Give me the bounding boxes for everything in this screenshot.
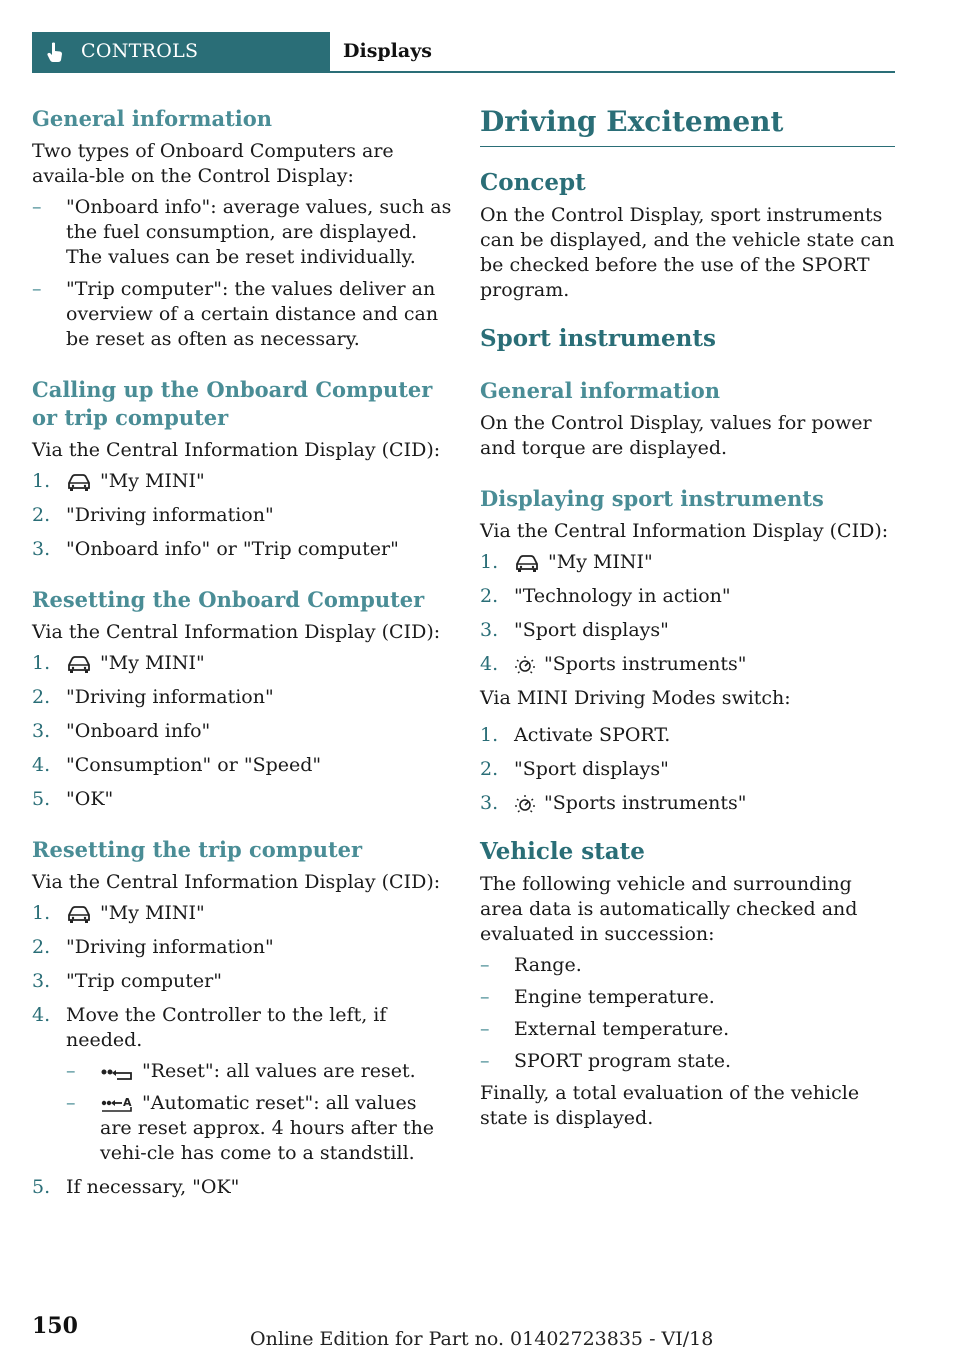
left-column xyxy=(32,105,452,1209)
section-label: CONTROLS xyxy=(81,40,199,62)
step-item: 1. Activate SPORT. xyxy=(480,724,671,746)
sport-dial-icon xyxy=(514,793,536,815)
calling-up-heading: Calling up the Onboard Computer or trip computer xyxy=(32,377,433,430)
step-item: 2. "Sport displays" xyxy=(480,758,669,780)
list-item: – "Trip computer": the values deliver an overview of a certain distance and can be reset as often as necessary. xyxy=(32,278,439,350)
hand-pointer-icon xyxy=(44,41,66,63)
chapter-title: Driving Excitement xyxy=(480,105,895,147)
sport-dial-icon xyxy=(514,654,536,676)
reset-trip-intro: Via the Central Information Display (CID): xyxy=(32,871,441,893)
car-icon xyxy=(66,905,92,923)
vehicle-state-list xyxy=(480,953,895,1074)
step-item: 1. "My MINI" xyxy=(32,470,205,492)
vehicle-state-heading: Vehicle state xyxy=(480,838,645,865)
page-number: 150 xyxy=(32,1313,78,1339)
edition-note: Online Edition for Part no. 01402723835 - VI/18 xyxy=(250,1328,714,1350)
list-item: – "Automatic reset": all values are reset approx. 4 hours after the vehi-cle has come to a standstill. xyxy=(66,1092,435,1164)
sport-general-heading: General information xyxy=(480,378,721,403)
concept-text: On the Control Display, sport instruments can be displayed, and the vehicle state can be checked before the use of the SPORT program. xyxy=(480,204,895,301)
list-item: – Range. xyxy=(480,954,582,976)
step-item: 2. "Driving information" xyxy=(32,936,274,958)
vehicle-state-text: The following vehicle and surrounding area data is automatically checked and evaluated in succession: xyxy=(480,873,858,945)
concept-heading: Concept xyxy=(480,169,586,196)
step-item: 4. "Sports instruments" xyxy=(480,653,747,675)
reset-arrow-icon xyxy=(100,1064,134,1080)
reset-onboard-steps xyxy=(32,651,452,812)
car-icon xyxy=(66,655,92,673)
sport-general-text: On the Control Display, values for power and torque are displayed. xyxy=(480,412,872,459)
step-item: 5. "OK" xyxy=(32,788,114,810)
step-item: 5. If necessary, "OK" xyxy=(32,1176,240,1198)
step-item: 3. "Sports instruments" xyxy=(480,792,747,814)
car-icon xyxy=(66,473,92,491)
reset-onboard-intro: Via the Central Information Display (CID): xyxy=(32,621,441,643)
reset-trip-heading: Resetting the trip computer xyxy=(32,837,363,862)
step-item: 4. "Consumption" or "Speed" xyxy=(32,754,322,776)
car-icon xyxy=(514,554,540,572)
section-tab xyxy=(32,32,330,71)
reset-onboard-heading: Resetting the Onboard Computer xyxy=(32,587,425,612)
page-header xyxy=(32,32,895,73)
step-item: 3. "Sport displays" xyxy=(480,619,669,641)
step-item: 2. "Driving information" xyxy=(32,686,274,708)
step-item: 1. "My MINI" xyxy=(32,652,205,674)
page-title: Displays xyxy=(343,40,432,62)
list-item: – SPORT program state. xyxy=(480,1050,732,1072)
driving-modes-intro: Via MINI Driving Modes switch: xyxy=(480,687,791,709)
step-item: 3. "Onboard info" xyxy=(32,720,211,742)
step-item: 1. "My MINI" xyxy=(32,902,205,924)
displaying-sport-steps xyxy=(480,550,895,677)
list-item: – Engine temperature. xyxy=(480,986,715,1008)
sport-instruments-heading: Sport instruments xyxy=(480,325,716,352)
auto-reset-arrow-icon xyxy=(100,1095,134,1113)
reset-options-list xyxy=(66,1059,452,1166)
step-item: 4. Move the Controller to the left, if needed. – "Reset": all values are reset. – "Automatic reset": all values are reset approx. 4 hours after the vehi-cle has come to a standstill. xyxy=(32,1003,452,1166)
step-item: 2. "Driving information" xyxy=(32,504,274,526)
general-information-heading: General information xyxy=(32,106,273,131)
calling-up-steps xyxy=(32,469,452,562)
reset-trip-steps xyxy=(32,901,452,1200)
calling-up-intro: Via the Central Information Display (CID): xyxy=(32,439,441,461)
vehicle-state-final: Finally, a total evaluation of the vehicle state is displayed. xyxy=(480,1082,860,1129)
displaying-sport-intro: Via the Central Information Display (CID): xyxy=(480,520,889,542)
step-item: 3. "Trip computer" xyxy=(32,970,222,992)
step-item: 3. "Onboard info" or "Trip computer" xyxy=(32,538,399,560)
computer-types-list xyxy=(32,195,452,352)
step-item: 2. "Technology in action" xyxy=(480,585,731,607)
step-item: 1. "My MINI" xyxy=(480,551,653,573)
list-item: – "Onboard info": average values, such as the fuel consumption, are displayed. The values can be reset individually. xyxy=(32,196,452,268)
list-item: – External temperature. xyxy=(480,1018,730,1040)
driving-modes-steps xyxy=(480,723,895,816)
general-information-text: Two types of Onboard Computers are availa-ble on the Control Display: xyxy=(32,140,394,187)
displaying-sport-heading: Displaying sport instruments xyxy=(480,486,824,511)
list-item: – "Reset": all values are reset. xyxy=(66,1060,416,1082)
right-column xyxy=(480,105,895,1131)
